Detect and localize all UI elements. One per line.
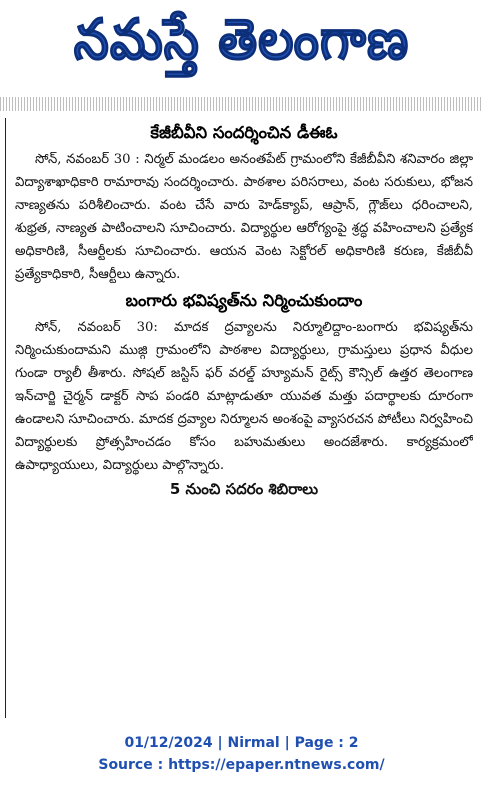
source-footer xyxy=(0,732,483,776)
article-headline: బంగారు భవిష్యత్‌ను నిర్మించుకుందాం xyxy=(125,291,363,310)
article-body: సోన్, నవంబర్ 30 : నిర్మల్ మండలం అనంతపేట్ గ్రామంలోని కేజీబీవీని శనివారం జిల్లా విద్యాశాఖాధికారి రామారావు సందర్శించారు. పాఠశాల పరిసరాలు, వంట సరుకులు, భోజన నాణ్యతను పరిశీలించారు. వంట చేసే వారు హెడ్‌క్యాప్, ఆప్రాన్, గ్లౌజ్‌లు ధరించాలని, శుభ్రత, నాణ్యత పాటించాలని సూచించారు. విద్యార్థుల ఆరోగ్యంపై శ్రద్ధ వహించాలని ప్రత్యేక అధికారిణి, సీఆర్టీలకు సూచించారు. ఆయన వెంట సెక్టోరల్ అధికారిణి కరుణ, కేజీబీవీ ప్రత్యేకాధికారి, సీఆర్టీలు ఉన్నారు. xyxy=(15,152,473,282)
footer-source-link[interactable]: Source : https://epaper.ntnews.com/ xyxy=(98,757,385,773)
newspaper-masthead xyxy=(0,0,483,92)
masthead-title: నమస్తే తెలంగాణ xyxy=(73,6,410,72)
footer-date-edition: 01/12/2024 | Nirmal | Page : 2 xyxy=(124,735,359,751)
article-body: సోన్, నవంబర్ 30: మాదక ద్రవ్యాలను నిర్మూలిద్దాం-బంగారు భవిష్యత్‌ను నిర్మించుకుందామని ముజ్గి గ్రామంలోని పాఠశాల విద్యార్థులు, గ్రామస్తులు ప్రధాన వీధుల గుండా ర్యాలీ తీశారు. సోషల్ జస్టిస్ ఫర్ వరల్డ్ హ్యూమన్ రైట్స్ కౌన్సిల్ ఉత్తర తెలంగాణ ఇన్‌చార్జి చైర్మన్ డాక్టర్ సాప పండరి మాట్లాడుతూ యువత మత్తు పదార్థాలకు దూరంగా ఉండాలని సూచించారు. మాదక ద్రవ్యాల నిర్మూలన అంశంపై వ్యాసరచన పోటీలు నిర్వహించి విద్యార్థులకు ప్రోత్సహించడం కోసం బహుమతులు అందజేశారు. కార్యక్రమంలో ఉపాధ్యాయులు, విద్యార్థులు పాల్గొన్నారు. xyxy=(15,320,473,473)
article-deo-visit xyxy=(5,122,473,286)
cut-off-headline: 5 నుంచి సదరం శిబిరాలు xyxy=(169,480,319,498)
article-headline: కేజీబీవీని సందర్శించిన డీఈఓ xyxy=(150,123,338,142)
article-golden-future xyxy=(5,290,473,477)
masthead-divider xyxy=(0,97,483,111)
news-clipping xyxy=(5,118,473,718)
article-cut-off xyxy=(5,479,473,499)
